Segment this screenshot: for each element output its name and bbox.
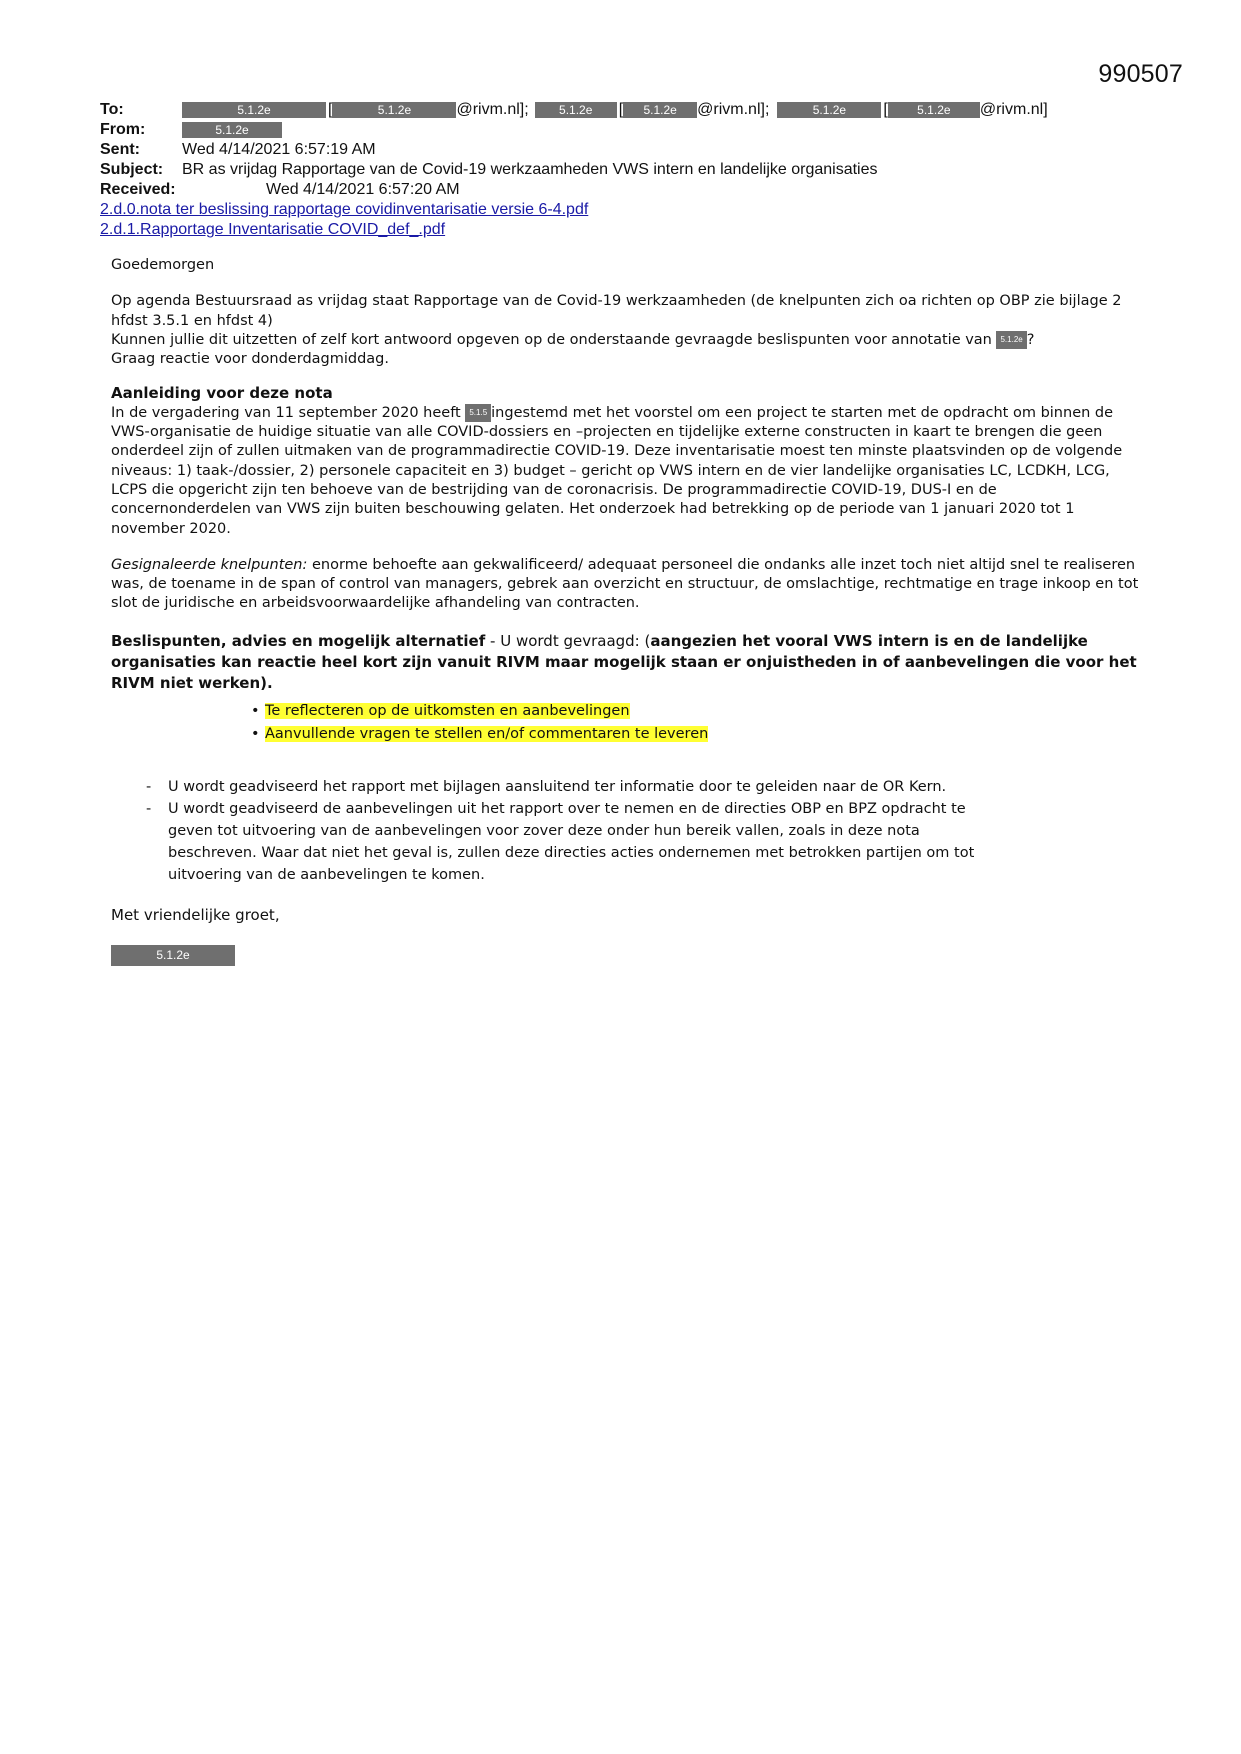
redaction-box: 5.1.2e	[777, 102, 881, 118]
received-label: Received:	[100, 181, 176, 198]
received-row	[100, 180, 1160, 200]
received-value: Wed 4/14/2021 6:57:20 AM	[266, 181, 460, 198]
greeting: Goedemorgen	[111, 257, 215, 273]
subject-row	[100, 160, 1160, 180]
aanleiding-heading: Aanleiding voor deze nota	[111, 384, 333, 403]
subject-value: BR as vrijdag Rapportage van de Covid-19 werkzaamheden VWS intern en landelijke organisaties	[182, 161, 878, 178]
from-label: From:	[100, 121, 146, 138]
list-item: - U wordt geadviseerd het rapport met bijlagen aansluitend ter informatie door te geleiden naar de OR Kern.	[146, 776, 976, 798]
document-number: 990507	[1098, 60, 1183, 88]
email-body	[111, 256, 1141, 966]
beslispunten-label: Beslispunten, advies en mogelijk alternatief	[111, 631, 486, 650]
sent-row	[100, 140, 1160, 160]
redaction-box: 5.1.2e	[182, 122, 282, 138]
redaction-box: 5.1.2e	[623, 102, 697, 118]
knelpunten-paragraph: Gesignaleerde knelpunten: enorme behoefte aan gekwalificeerd/ adequaat personeel die ondanks alle inzet toch niet altijd snel te realiseren was, de toename in de span of control van managers, gebrek aan overzicht en structuur, de omslachtige, rechtmatige en trage inkoop en tot slot de juridische en arbeidsvoorwaardelijke afhandeling van contracten.	[111, 556, 1139, 612]
highlighted-text: Te reflecteren op de uitkomsten en aanbevelingen	[265, 702, 630, 719]
subject-label: Subject:	[100, 161, 164, 178]
attachments	[100, 200, 1160, 240]
list-item	[251, 700, 1141, 723]
bracket: [	[883, 101, 888, 118]
knelpunten-label: Gesignaleerde knelpunten:	[111, 556, 308, 573]
intro-paragraph: Op agenda Bestuursraad as vrijdag staat Rapportage van de Covid-19 werkzaamheden (de knelpunten zich oa richten op OBP zie bijlage 2 hfdst 3.5.1 en hfdst 4)	[111, 293, 1122, 329]
redaction-box: 5.1.2e	[332, 102, 456, 118]
sent-label: Sent:	[100, 141, 140, 158]
bracket: [	[328, 101, 333, 118]
email-header	[100, 100, 1160, 240]
redaction-box: 5.1.2e	[996, 331, 1026, 349]
signature	[111, 945, 1141, 966]
intro-request: Kunnen jullie dit uitzetten of zelf kort antwoord opgeven op de onderstaande gevraagde beslispunten voor annotatie van 5.1.2e ?	[111, 331, 1035, 348]
list-item	[251, 723, 1141, 746]
redaction-box: 5.1.2e	[535, 102, 617, 118]
to-label: To:	[100, 101, 124, 118]
sent-value: Wed 4/14/2021 6:57:19 AM	[182, 141, 376, 158]
from-row	[100, 120, 1160, 140]
redaction-box: 5.1.2e	[888, 102, 980, 118]
bullet-list	[111, 700, 1141, 746]
list-item: - U wordt geadviseerd de aanbevelingen uit het rapport over te nemen en de directies OBP en BPZ opdracht te geven tot uitvoering van de aanbevelingen voor zover deze onder hun bereik vallen, zoals in deze nota beschreven. Waar dat niet het geval is, zullen deze directies acties ondernemen met betrokken partijen om tot uitvoering van de aanbevelingen te komen.	[146, 798, 976, 886]
email-domain: @rivm.nl]	[979, 101, 1048, 118]
to-row	[100, 100, 1160, 120]
redaction-box: 5.1.5	[465, 404, 491, 422]
advice-list	[111, 776, 976, 886]
highlighted-text: Aanvullende vragen te stellen en/of commentaren te leveren	[265, 725, 709, 742]
bracket: [	[618, 101, 624, 118]
email-domain: @rivm.nl];	[456, 101, 529, 118]
intro-deadline: Graag reactie voor donderdagmiddag.	[111, 351, 389, 368]
attachment-link[interactable]: 2.d.1.Rapportage Inventarisatie COVID_def_.pdf	[100, 221, 446, 238]
redaction-box: 5.1.2e	[111, 945, 235, 966]
beslispunten-paragraph: Beslispunten, advies en mogelijk alternatief - U wordt gevraagd: (aangezien het vooral VWS intern is en de landelijke organisaties kan reactie heel kort zijn vanuit RIVM maar mogelijk staan er onjuistheden in of aanbevelingen die voor het RIVM niet werken).	[111, 631, 1137, 692]
aanleiding-paragraph: In de vergadering van 11 september 2020 heeft 5.1.5 ingestemd met het voorstel om een project te starten met de opdracht om binnen de VWS-organisatie de huidige situatie van alle COVID-dossiers en –projecten en tijdelijke externe constructen in kaart te brengen die geen onderdeel zijn of zullen uitmaken van de programmadirectie COVID-19. Deze inventarisatie moest ten minste plaatsvinden op de volgende niveaus: 1) taak-/dossier, 2) personele capaciteit en 3) budget – gericht op VWS intern en de vier landelijke organisaties LC, LCDKH, LCG, LCPS die opgericht zijn ten behoeve van de bestrijding van de coronacrisis. De programmadirectie COVID-19, DUS-I en de concernonderdelen van VWS zijn buiten beschouwing gelaten. Het onderzoek had betrekking op de periode van 1 januari 2020 tot 1 november 2020.	[111, 404, 1123, 537]
closing: Met vriendelijke groet,	[111, 905, 280, 924]
email-domain: @rivm.nl];	[697, 101, 770, 118]
redaction-box: 5.1.2e	[182, 102, 326, 118]
attachment-link[interactable]: 2.d.0.nota ter beslissing rapportage covidinventarisatie versie 6-4.pdf	[100, 201, 589, 218]
